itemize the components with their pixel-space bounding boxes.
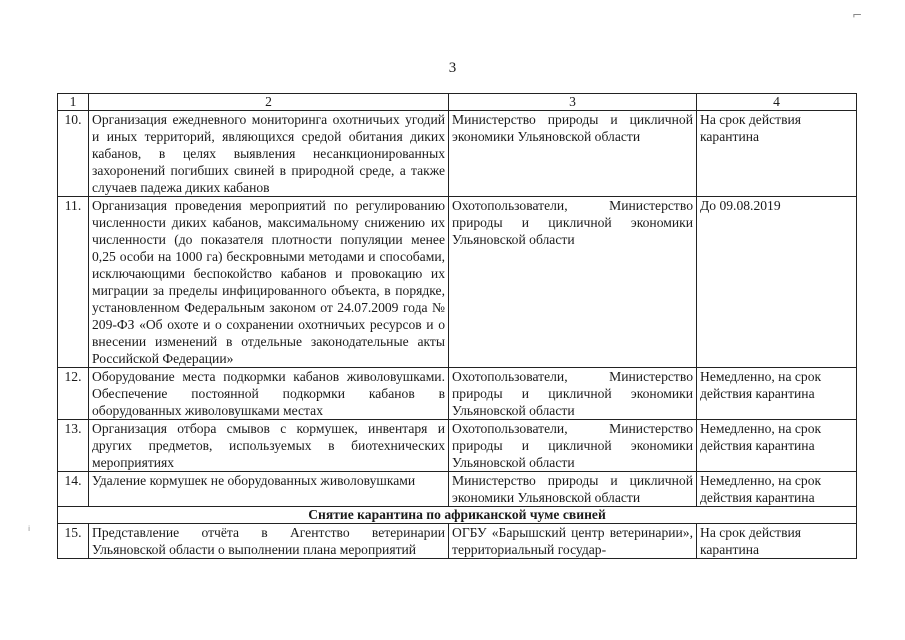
row-number: 14. [58,472,89,507]
page-number: 3 [448,60,457,76]
row-term: Немедленно, на срок действия карантина [697,420,857,472]
row-term: На срок действия карантина [697,111,857,197]
row-action: Организация отбора смывов с кормушек, инвентаря и других предметов, используемых в биотехнических мероприятиях [89,420,449,472]
row-number: 12. [58,368,89,420]
table-row [58,368,857,420]
row-term: До 09.08.2019 [697,197,857,368]
row-action: Удаление кормушек не оборудованных живоловушками [89,472,449,507]
row-action: Представление отчёта в Агентство ветеринарии Ульяновской области о выполнении плана мероприятий [89,524,449,559]
header-col-4: 4 [697,94,857,111]
header-col-3: 3 [449,94,697,111]
row-action: Организация ежедневного мониторинга охотничьих угодий и иных территорий, являющихся средой обитания диких кабанов, в целях выявления несанкционированных захоронений погибших свиней в природной среде, а также случаев падежа диких кабанов [89,111,449,197]
plan-table [57,93,857,559]
header-col-1: 1 [58,94,89,111]
table-row [58,524,857,559]
section-title: Снятие карантина по африканской чуме свиней [58,507,857,524]
row-responsible: ОГБУ «Барышский центр ветеринарии», территориальный государ- [449,524,697,559]
row-action: Организация проведения мероприятий по регулированию численности диких кабанов, максимальному снижению их численности (до показателя плотности популяции менее 0,25 особи на 1000 га) бескровными методами и способами, исключающими беспокойство кабанов и провокацию их миграции за пределы инфицированного объекта, в порядке, установленном Федеральным законом от 24.07.2009 года № 209-ФЗ «Об охоте и о сохранении охотничьих ресурсов и о внесении изменений в отдельные законодательные акты Российской Федерации» [89,197,449,368]
header-col-2: 2 [89,94,449,111]
table-row [58,420,857,472]
row-term: На срок действия карантина [697,524,857,559]
table-row [58,472,857,507]
scan-mark-margin: ᵢ [28,520,31,534]
row-number: 13. [58,420,89,472]
row-number: 15. [58,524,89,559]
row-term: Немедленно, на срок действия карантина [697,472,857,507]
row-number: 10. [58,111,89,197]
scan-mark-corner: ⌐ [852,8,863,22]
row-responsible: Охотопользователи, Министерство природы и цикличной экономики Ульяновской области [449,368,697,420]
row-responsible: Охотопользователи, Министерство природы и цикличной экономики Ульяновской области [449,197,697,368]
row-term: Немедленно, на срок действия карантина [697,368,857,420]
row-action: Оборудование места подкормки кабанов живоловушками. Обеспечение постоянной подкормки кабанов в оборудованных живоловушками местах [89,368,449,420]
table-row [58,197,857,368]
row-responsible: Министерство природы и цикличной экономики Ульяновской области [449,472,697,507]
table-header-row [58,94,857,111]
row-responsible: Охотопользователи, Министерство природы и цикличной экономики Ульяновской области [449,420,697,472]
table-row [58,111,857,197]
row-responsible: Министерство природы и цикличной экономики Ульяновской области [449,111,697,197]
section-heading-row [58,507,857,524]
row-number: 11. [58,197,89,368]
